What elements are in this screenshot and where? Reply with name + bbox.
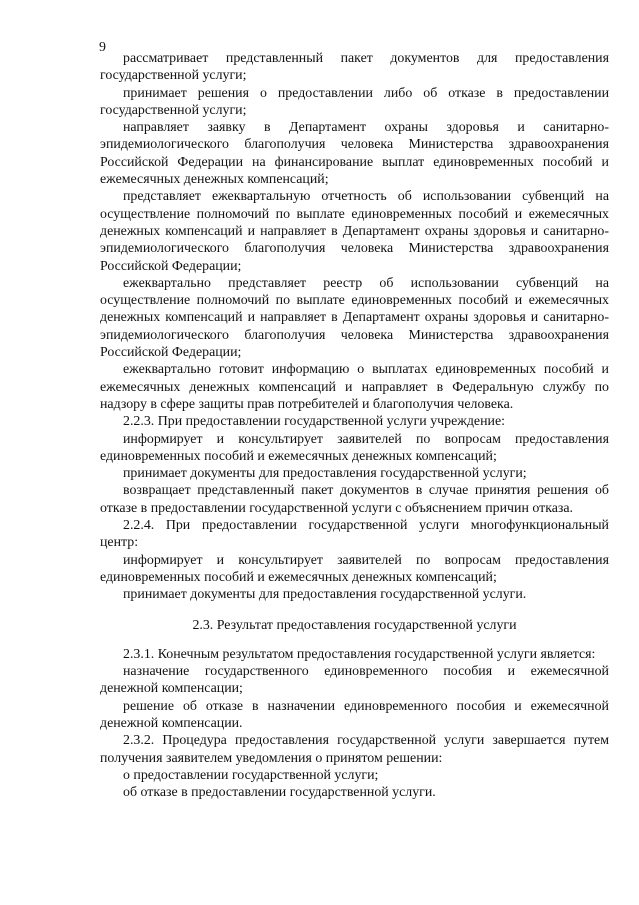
paragraph: ежеквартально представляет реестр об использовании субвенций на осуществление полномочий по выплате единовременных пособий и ежемесячных денежных компенсаций и направляет в Департамент охраны здоровья и санитарно-эпидемиологического благополучия человека Министерства здравоохранения Российской Федерации; bbox=[100, 275, 609, 361]
page-number: 9 bbox=[99, 40, 106, 55]
paragraph: ежеквартально готовит информацию о выплатах единовременных пособий и ежемесячных денежных компенсаций и направляет в Федеральную службу по надзору в сфере защиты прав потребителей и благополучия человека. bbox=[100, 362, 609, 412]
paragraph: возвращает представленный пакет документов в случае принятия решения об отказе в предоставлении государственной услуги с объяснением причин отказа. bbox=[100, 483, 609, 516]
section-2-2-responsibilities bbox=[100, 50, 609, 604]
section-heading: 2.3. Результат предоставления государственной услуги bbox=[192, 617, 517, 633]
paragraph: об отказе в предоставлении государственной услуги. bbox=[123, 785, 436, 801]
paragraph: рассматривает представленный пакет документов для предоставления государственной услуги; bbox=[100, 51, 609, 84]
paragraph: представляет ежеквартальную отчетность об использовании субвенций на осуществление полномочий по выплате единовременных пособий и ежемесячных денежных компенсаций и направляет в Департамент охраны здоровья и санитарно-эпидемиологического благополучия человека Министерства здравоохранения Российской Федерации; bbox=[100, 189, 609, 274]
paragraph: решение об отказе в назначении единовременного пособия и ежемесячной денежной компенсации. bbox=[100, 698, 609, 731]
clause-2-3-2: 2.3.2. Процедура предоставления государственной услуги завершается путем получения заявителем уведомления о принятом решении: bbox=[100, 733, 609, 766]
clause-2-2-3: 2.2.3. При предоставлении государственной услуги учреждение: bbox=[123, 414, 505, 430]
paragraph: принимает документы для предоставления государственной услуги. bbox=[123, 587, 527, 603]
paragraph: информирует и консультирует заявителей по вопросам предоставления единовременных пособий и ежемесячных денежных компенсаций; bbox=[100, 552, 609, 585]
clause-2-3-1: 2.3.1. Конечным результатом предоставления государственной услуги является: bbox=[123, 646, 596, 662]
paragraph: назначение государственного единовременного пособия и ежемесячной денежной компенсации; bbox=[100, 664, 609, 697]
section-2-3-result bbox=[100, 646, 609, 802]
document-body bbox=[100, 50, 609, 801]
clause-2-2-4: 2.2.4. При предоставлении государственной услуги многофункциональный центр: bbox=[100, 518, 609, 551]
paragraph: информирует и консультирует заявителей по вопросам предоставления единовременных пособий и ежемесячных денежных компенсаций; bbox=[100, 431, 609, 464]
paragraph: принимает документы для предоставления государственной услуги; bbox=[123, 466, 527, 482]
paragraph: о предоставлении государственной услуги; bbox=[123, 767, 379, 783]
paragraph: направляет заявку в Департамент охраны здоровья и санитарно-эпидемиологического благополучия человека Министерства здравоохранения Российской Федерации на финансирование выплат единовременных пособий и ежемесячных денежных компенсаций; bbox=[100, 120, 609, 188]
paragraph: принимает решения о предоставлении либо об отказе в предоставлении государственной услуги; bbox=[100, 85, 609, 118]
